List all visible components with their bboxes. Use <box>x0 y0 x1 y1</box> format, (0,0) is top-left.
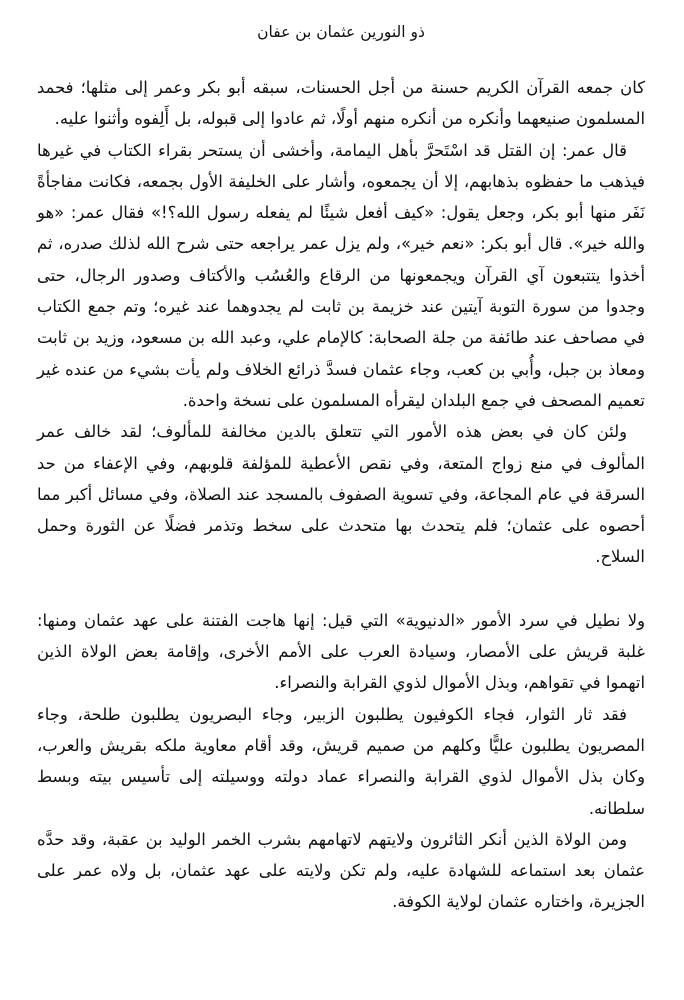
paragraph-quran-compilation: كان جمعه القرآن الكريم حسنة من أجل الحسنات، سبقه أبو بكر وعمر إلى مثلها؛ فحمد المسلمون صنيعهما وأنكره من أنكره منهم أولًا، ثم عادوا إلى قبوله، بل أَلِفوه وأثنوا عليه. <box>37 78 645 129</box>
paragraph-worldly-matters: ولا نطيل في سرد الأمور «الدنيوية» التي قيل: إنها هاجت الفتنة على عهد عثمان ومنها: غلبة قريش على الأمصار، وسيادة العرب على الأمم الأخرى، وإقامة بعض الولاة الذين اتهموا في تقواهم، وبذل الأموال لذوي القرابة والنصراء. <box>37 610 645 693</box>
paragraph-rebels: فقد ثار الثوار، فجاء الكوفيون يطلبون الزبير، وجاء البصريون يطلبون طلحة، وجاء المصريون يطلبون عليًّا وكلهم من صميم قريش، وقد أقام معاوية ملكه بقريش والعرب، وكان بذل الأموال لذوي القرابة والنصراء عماد دولته ووسيلته إلى تأسيس بيته وبسط سلطانه. <box>37 704 645 818</box>
section-divider <box>37 573 645 605</box>
section-two <box>37 605 645 918</box>
paragraph-governors: ومن الولاة الذين أنكر الثائرون ولايتهم لاتهامهم بشرب الخمر الوليد بن عقبة، وقد حدَّه عثمان بعد استماعه للشهادة عليه، ولم تكن ولايته على عهد عثمان، بل ولاه عمر على الجزيرة، واختاره عثمان لولاية الكوفة. <box>37 829 645 912</box>
paragraph-departures-from-custom: ولئن كان في بعض هذه الأمور التي تتعلق بالدين مخالفة للمألوف؛ لقد خالف عمر المألوف في منع زواج المتعة، وفي نقص الأعطية للمؤلفة قلوبهم، وفي الإعفاء من حد السرقة في عام المجاعة، وفي تسوية الصفوف بالمسجد عند الصلاة، وفي مسائل أكبر مما أحصوه على عثمان؛ فلم يتحدث بها متحدث على سخط وتذمر فضلًا عن الثورة وحمل السلاح. <box>37 422 645 567</box>
section-one <box>37 72 645 573</box>
paragraph-umar-proposal: قال عمر: إن القتل قد اسْتَحرَّ بأهل اليمامة، وأخشى أن يستحر بقراء الكتاب في غيرها فيذهب ما حفظوه بذهابهم، إلا أن يجمعوه، وأشار على الخليفة الأول بجمعه، فكانت مفاجأةً نَفَر منها أبو بكر، وجعل يقول: «كيف أفعل شيئًا لم يفعله رسول الله؟!» فقال عمر: «هو والله خير». قال أبو بكر: «نعم خير»، ولم يزل عمر يراجعه حتى شرح الله لذلك صدره، ثم أخذوا يتتبعون آي القرآن ويجمعونها من الرقاع والعُسُب والأكتاف وصدور الرجال، حتى وجدوا من سورة التوبة آيتين عند خزيمة بن ثابت لم يجدوهما عند غيره؛ وتم جمع الكتاب في مصاحف عند طائفة من جلة الصحابة: كالإمام علي، وعبد الله بن مسعود، وزيد بن ثابت ومعاذ بن جبل، وأُبي بن كعب، وجاء عثمان فسدَّ ذرائع الخلاف ولم يأت بشيء من عنده غير تعميم المصحف في جمع البلدان ليقرأه المسلمون على نسخة واحدة. <box>37 140 645 410</box>
running-header: ذو النورين عثمان بن عفان <box>257 23 425 41</box>
